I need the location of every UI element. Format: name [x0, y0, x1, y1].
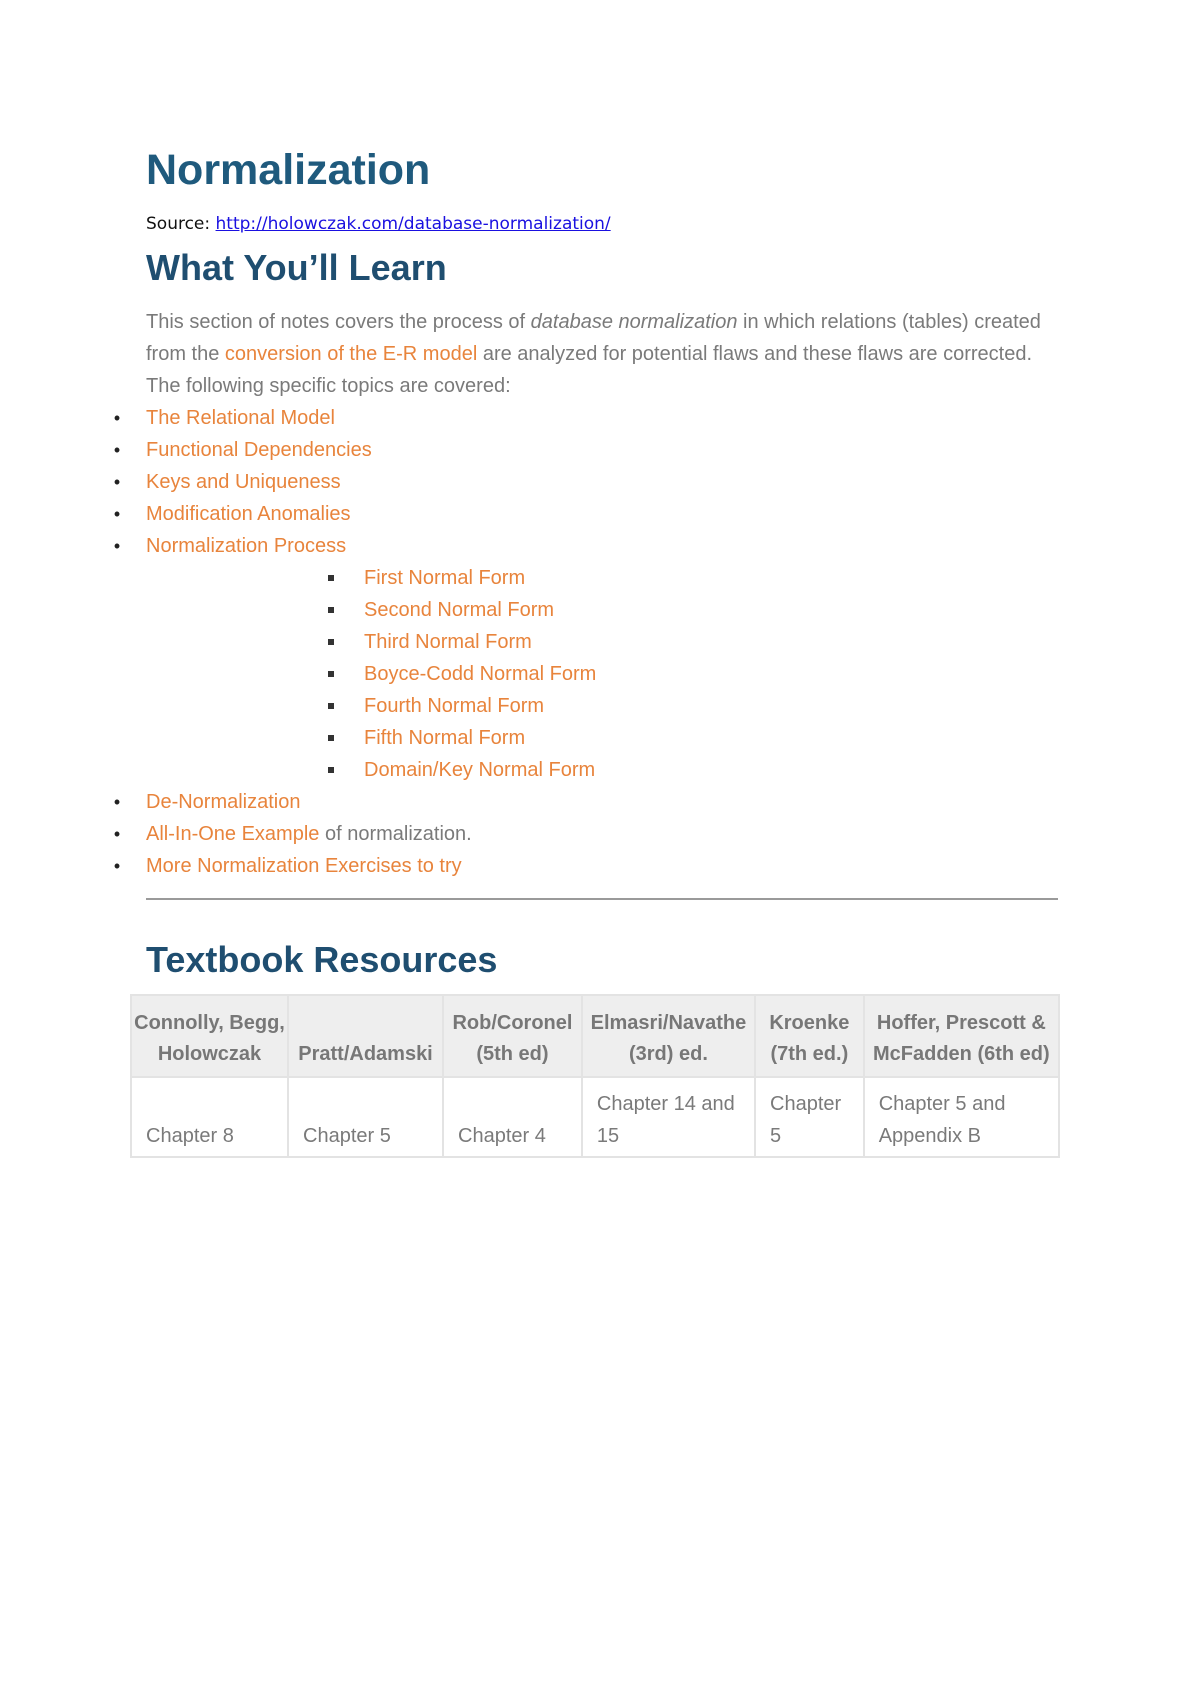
learn-heading: What You’ll Learn: [146, 247, 447, 288]
bullet-icon: •: [113, 408, 121, 428]
source-link[interactable]: http://holowczak.com/database-normalization/: [215, 214, 611, 234]
intro-text-2: in which relations (tables) created from the: [146, 311, 1041, 365]
er-model-link[interactable]: conversion of the E-R model: [224, 343, 478, 365]
header-cell-connolly: Connolly, Begg, Holowczak: [131, 995, 288, 1077]
table-cell: Chapter 5: [755, 1077, 864, 1157]
list-item: [113, 530, 1058, 786]
list-item: [113, 818, 1058, 850]
source-label: Source:: [146, 214, 216, 234]
subtopics-list: [146, 562, 1058, 786]
square-bullet-icon: [328, 575, 334, 581]
bullet-icon: •: [113, 440, 121, 460]
subtopic-link-3nf[interactable]: Third Normal Form: [364, 631, 532, 653]
topic-link-more-exercises[interactable]: More Normalization Exercises to try: [146, 855, 462, 877]
square-bullet-icon: [328, 607, 334, 613]
subtopic-link-dknf[interactable]: Domain/Key Normal Form: [364, 759, 596, 781]
list-item: [364, 658, 1058, 690]
topic-link-normalization-process[interactable]: Normalization Process: [146, 535, 347, 557]
square-bullet-icon: [328, 639, 334, 645]
intro-text-1: This section of notes covers the process of: [146, 311, 531, 333]
table-row: [131, 1077, 1059, 1157]
list-item: [113, 786, 1058, 818]
topic-link-denormalization[interactable]: De-Normalization: [146, 791, 301, 813]
subtopic-link-4nf[interactable]: Fourth Normal Form: [364, 695, 545, 717]
document-page: [113, 140, 1058, 1158]
textbook-heading: Textbook Resources: [146, 939, 498, 980]
list-item: [364, 754, 1058, 786]
header-cell-elmasri: Elmasri/Navathe (3rd) ed.: [582, 995, 755, 1077]
topic-link-relational-model[interactable]: The Relational Model: [146, 407, 335, 429]
square-bullet-icon: [328, 671, 334, 677]
topic-link-modification-anomalies[interactable]: Modification Anomalies: [146, 503, 351, 525]
subtopic-link-bcnf[interactable]: Boyce-Codd Normal Form: [364, 663, 597, 685]
textbook-table: [130, 994, 1060, 1158]
table-cell: Chapter 14 and 15: [582, 1077, 755, 1157]
list-item: [113, 434, 1058, 466]
page-title: Normalization: [146, 146, 431, 194]
table-header-row: [131, 995, 1059, 1077]
bullet-icon: •: [113, 504, 121, 524]
source-line: [146, 212, 1058, 236]
list-item: [113, 466, 1058, 498]
table-cell: Chapter 5: [288, 1077, 443, 1157]
bullet-icon: •: [113, 824, 121, 844]
list-item: [364, 562, 1058, 594]
subtopic-link-5nf[interactable]: Fifth Normal Form: [364, 727, 526, 749]
list-item: [113, 850, 1058, 882]
header-cell-pratt: Pratt/Adamski: [288, 995, 443, 1077]
square-bullet-icon: [328, 767, 334, 773]
list-item: [364, 690, 1058, 722]
bullet-icon: •: [113, 856, 121, 876]
list-item: [364, 722, 1058, 754]
list-item: [113, 402, 1058, 434]
header-cell-rob: Rob/Coronel (5th ed): [443, 995, 582, 1077]
intro-paragraph: [146, 306, 1058, 402]
subtopic-link-1nf[interactable]: First Normal Form: [364, 567, 526, 589]
topic-tail-text: of normalization.: [319, 823, 472, 845]
topics-list: [113, 402, 1058, 882]
square-bullet-icon: [328, 735, 334, 741]
bullet-icon: •: [113, 792, 121, 812]
table-cell: Chapter 4: [443, 1077, 582, 1157]
header-cell-kroenke: Kroenke (7th ed.): [755, 995, 864, 1077]
subtopic-link-2nf[interactable]: Second Normal Form: [364, 599, 555, 621]
list-item: [364, 594, 1058, 626]
bullet-icon: •: [113, 536, 121, 556]
intro-emphasis: database normalization: [530, 311, 738, 333]
list-item: [364, 626, 1058, 658]
topic-link-all-in-one-example[interactable]: All-In-One Example: [146, 823, 320, 845]
topic-link-functional-dependencies[interactable]: Functional Dependencies: [146, 439, 372, 461]
intro-text-3: are analyzed for potential flaws and these flaws are corrected. The following specific topics are covered:: [146, 343, 1033, 397]
topic-link-keys-uniqueness[interactable]: Keys and Uniqueness: [146, 471, 341, 493]
list-item: [113, 498, 1058, 530]
header-cell-hoffer: Hoffer, Prescott & McFadden (6th ed): [864, 995, 1059, 1077]
horizontal-divider: [146, 898, 1058, 900]
square-bullet-icon: [328, 703, 334, 709]
bullet-icon: •: [113, 472, 121, 492]
table-cell: Chapter 5 and Appendix B: [864, 1077, 1059, 1157]
table-cell: Chapter 8: [131, 1077, 288, 1157]
